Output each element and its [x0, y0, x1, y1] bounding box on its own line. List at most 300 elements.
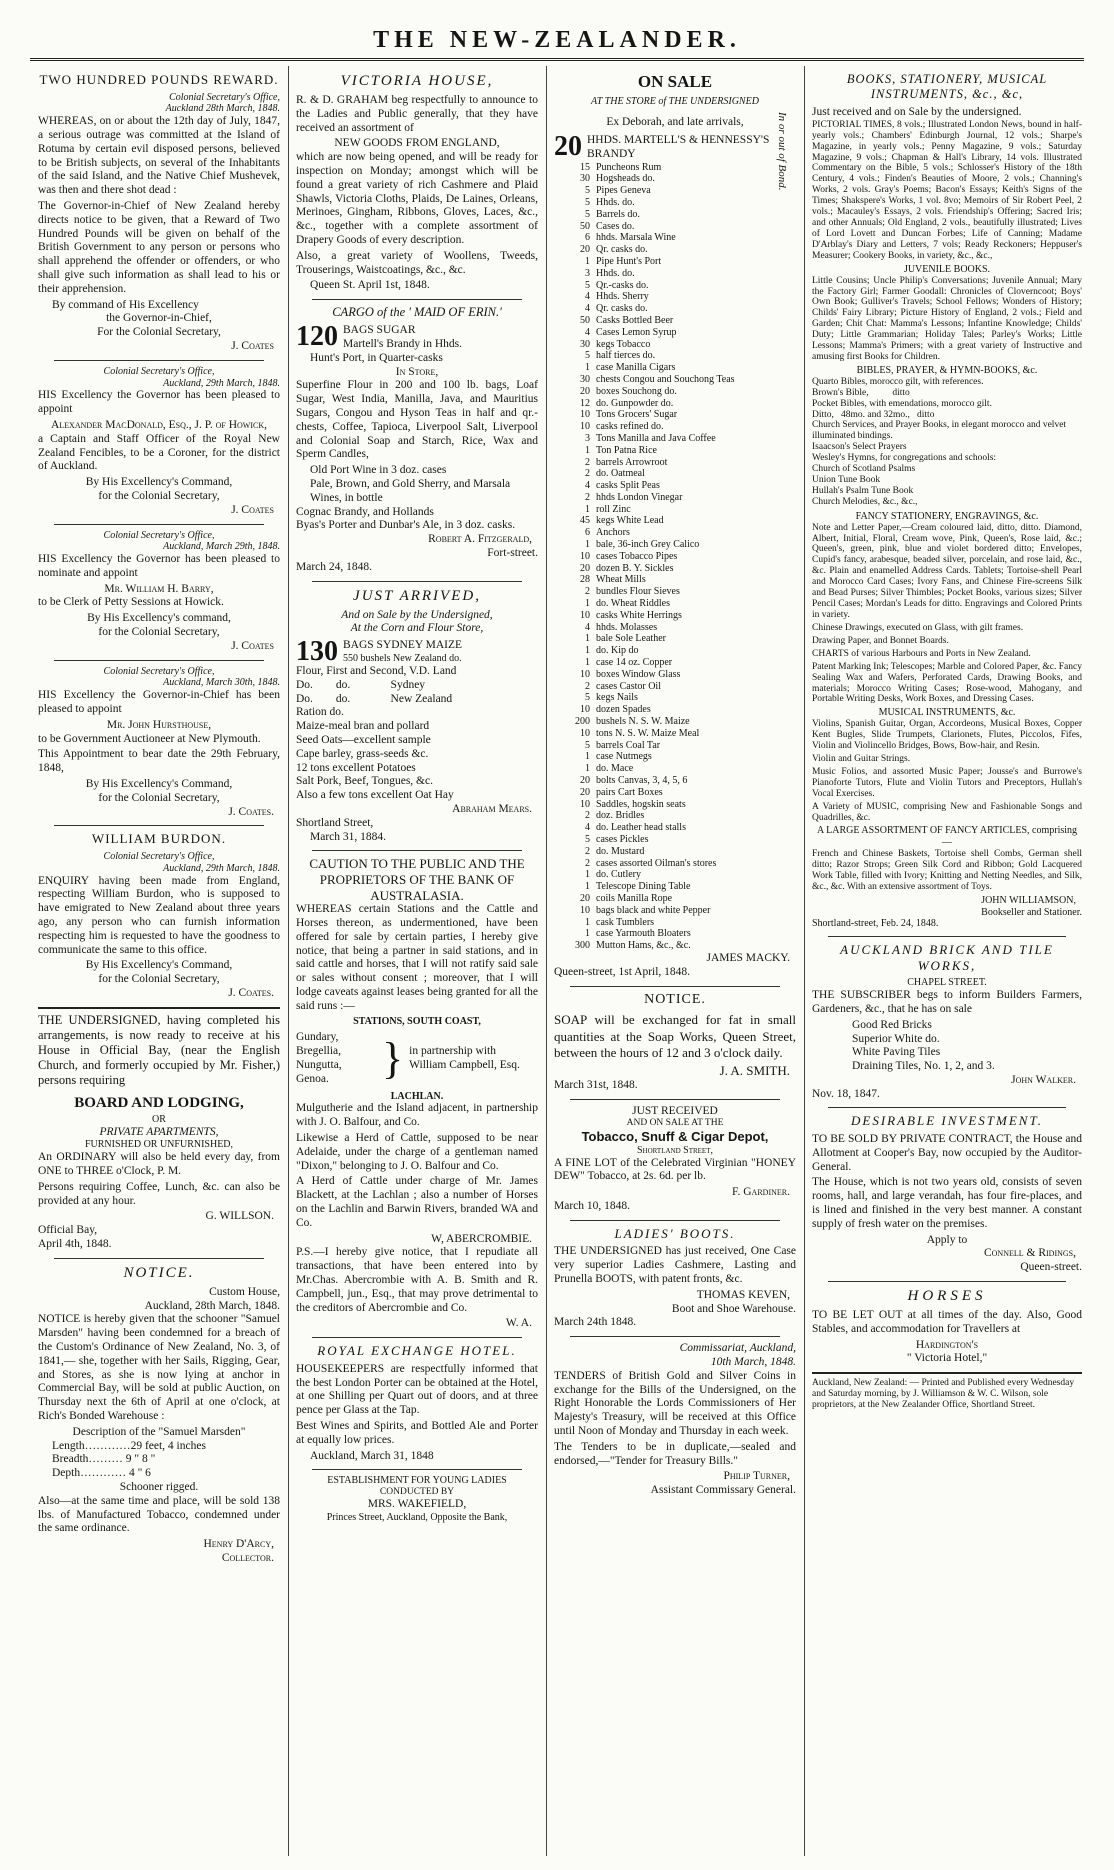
ad-line: Byas's Porter and Dunbar's Ale, in 3 doz. casks.: [296, 519, 516, 532]
date-line: Shortland-street, Feb. 24, 1848.: [812, 918, 939, 930]
ad-subheading: AND ON SALE AT THE: [626, 1118, 724, 1129]
sale-item: [554, 905, 796, 917]
ad-body: TO BE SOLD BY PRIVATE CONTRACT, the House and Allotment at Cooper's Bay, now occupied by the Auditor-General.: [812, 1133, 1082, 1173]
victoria-house-ad: [296, 72, 538, 293]
station-name: Gundary,: [296, 1031, 339, 1044]
sale-item: [554, 834, 796, 846]
sale-item: [554, 716, 796, 728]
sale-item-desc: Ton Patna Rice: [596, 444, 657, 456]
sale-item-qty: 1: [585, 598, 590, 610]
ad-body: Drawing Paper, and Bonnet Boards.: [812, 635, 949, 646]
ad-body: Also, a great variety of Woollens, Tweeds, Trouserings, Waistcoatings, &c., &c.: [296, 249, 538, 276]
ad-body: Violins, Spanish Guitar, Organ, Accordeons, Musical Boxes, Copper Kent Bugles, Slide Trumpets, Clarionets, Flutes, Piccolos, Fifes, Violin and Violincello Bridges, Bows, Bow-hair, and Resin.: [812, 719, 1082, 751]
ad-line: Apply to: [926, 1233, 968, 1246]
sale-item: [554, 917, 796, 929]
sale-item: [554, 209, 796, 221]
sale-item-qty: 10: [580, 798, 590, 810]
caution-notice: [296, 856, 538, 1331]
sale-item: [554, 291, 796, 303]
command-line: By His Excellency's command,: [87, 612, 231, 625]
list-item: Brown's Bible, ditto: [812, 387, 910, 398]
sale-item: [554, 515, 796, 527]
ad-body: THE SUBSCRIBER begs to inform Builders Farmers, Gardeners, &c., that he has on sale: [812, 989, 1082, 1015]
list-item: Superior White do.: [852, 1032, 940, 1045]
sale-item-desc: kegs Nails: [596, 692, 638, 704]
sale-item-desc: boxes Window Glass: [596, 668, 681, 680]
sale-item-desc: chests Congou and Souchong Teas: [596, 373, 735, 385]
sale-item: [554, 704, 796, 716]
date-line: Auckland, March 29th, 1848.: [163, 541, 280, 553]
horses-ad: [812, 1287, 1082, 1366]
sale-item-qty: 1: [585, 657, 590, 669]
sale-item: [554, 881, 796, 893]
sale-item-desc: case Nutmegs: [596, 751, 652, 763]
appointee: Mr. John Hursthouse,: [106, 718, 212, 731]
in-bond-note: In or out of Bond.: [776, 112, 788, 191]
maid-of-erin-ad: [296, 305, 538, 574]
place-line: Bookseller and Stationer.: [981, 906, 1082, 918]
office-line: Colonial Secretary's Office,: [103, 665, 215, 677]
station-names: [296, 1031, 376, 1086]
auctioneer-notice: [38, 666, 280, 820]
ad-body: SOAP will be exchanged for fat in small quantities at the Soap Works, Queen Street, between the hours of 12 and 3 o'clock daily.: [554, 1012, 796, 1060]
sale-item-desc: bundles Flour Sieves: [596, 586, 680, 598]
sale-item-desc: pairs Cart Boxes: [596, 786, 663, 798]
vessel-dimension: Depth………… 4 " 6: [52, 1467, 151, 1480]
sale-item: [554, 563, 796, 575]
list-item: Wesley's Hymns, for congregations and schools:: [812, 453, 997, 464]
sale-item-qty: 20: [580, 786, 590, 798]
ad-body: HIS Excellency the Governor has been pleased to appoint: [38, 389, 280, 416]
ad-body: An ORDINARY will also be held every day, from ONE to THREE o'Clock, P. M.: [38, 1151, 280, 1177]
burdon-notice: [38, 831, 280, 1000]
command-line: for the Colonial Secretary,: [98, 973, 220, 986]
sale-item-qty: 5: [585, 692, 590, 704]
sale-item-desc: casks White Herrings: [596, 609, 682, 621]
ad-title: TWO HUNDRED POUNDS REWARD.: [39, 72, 279, 87]
ad-line: BAGS SUGAR: [343, 324, 416, 337]
office-line: Custom House,: [209, 1285, 280, 1298]
sale-item: [554, 162, 796, 174]
ad-body: a Captain and Staff Officer of the Royal New Zealand Fencibles, to be a Coroner, for the district of Auckland.: [38, 432, 280, 473]
sale-item-desc: Qr. casks do.: [596, 303, 648, 315]
sale-item-qty: 30: [580, 173, 590, 185]
ad-line: Salt Pork, Beef, Tongues, &c.: [296, 775, 433, 788]
sale-item-desc: hhds London Vinegar: [596, 491, 683, 503]
column-divider: [288, 66, 289, 1856]
sale-item-desc: bale Sole Leather: [596, 633, 666, 645]
sale-item-qty: 30: [580, 373, 590, 385]
ad-body: The Tenders to be in duplicate,—sealed and endorsed,—"Tender for Treasury Bills.": [554, 1440, 796, 1467]
sale-item-qty: 2: [585, 857, 590, 869]
customs-notice: [38, 1264, 280, 1566]
sale-item-desc: Hogsheads do.: [596, 173, 655, 185]
date-line: Auckland, March 31, 1848: [310, 1449, 434, 1462]
signature: Henry D'Arcy,: [203, 1538, 274, 1551]
ad-body: NOTICE is hereby given that the schooner "Samuel Marsden" having been condemned for a breach of the Custom's Ordinance of New Zealand, No. 3, of 1841,— she, together with her Sails, Rigging, Gear, and Stores, as she is now lying at anchor in Commercial Bay, will be sold at public Auction, on Thursday next the 6th of April at one o'clock, at Rich's Bonded Warehouse :: [38, 1313, 280, 1422]
ad-subheading: And on Sale by the Undersigned,: [341, 608, 493, 621]
signature: JAMES MACKY.: [706, 951, 790, 964]
command-line: By His Excellency's Command,: [85, 778, 233, 791]
office-line: Colonial Secretary's Office,: [103, 851, 215, 863]
sale-item-qty: 1: [585, 539, 590, 551]
command-line: By His Excellency's Command,: [85, 476, 233, 489]
sale-item-qty: 1: [585, 763, 590, 775]
sale-item-desc: Saddles, hogskin seats: [596, 798, 686, 810]
place-line: Princes Street, Auckland, Opposite the Bank,: [326, 1511, 508, 1523]
sale-item: [554, 244, 796, 256]
sale-item-qty: 5: [585, 279, 590, 291]
ad-body: Likewise a Herd of Cattle, supposed to be near Adelaide, under the charge of a gentleman named "Dixon," belonging to J. O. Balfour and Co.: [296, 1131, 538, 1172]
ad-body: A Herd of Cattle under charge of Mr. James Blackett, at the Lachlan ; also a number of Horses on the Lachlin and Barwin Rivers, branded WA and Co.: [296, 1175, 538, 1229]
separator: [570, 986, 780, 987]
sale-item-qty: 200: [575, 716, 590, 728]
sale-item: [554, 775, 796, 787]
ad-title: DESIRABLE INVESTMENT.: [851, 1113, 1043, 1129]
sale-item: [554, 893, 796, 905]
sale-item: [554, 551, 796, 563]
station-name: Nungutta,: [296, 1059, 342, 1071]
ad-line: Ration do.: [296, 706, 344, 719]
sale-item: [554, 197, 796, 209]
sale-item-desc: dozen B. Y. Sickles: [596, 562, 674, 574]
date-line: Queen-street, 1st April, 1848.: [554, 965, 691, 978]
signature: G. WILLSON.: [205, 1210, 274, 1223]
separator: [54, 1258, 264, 1259]
ad-line: Seed Oats—excellent sample: [296, 734, 431, 747]
section-heading: MUSICAL INSTRUMENTS, &c.: [878, 707, 1016, 719]
sale-item-qty: 2: [585, 468, 590, 480]
tenders-notice: [554, 1342, 796, 1498]
sale-item-desc: do. Mustard: [596, 845, 645, 857]
column-4: [808, 66, 1086, 1856]
office-line: Colonial Secretary's Office,: [103, 365, 215, 377]
date-line: March 24th 1848.: [554, 1316, 637, 1329]
ad-line: Cape barley, grass-seeds &c.: [296, 747, 429, 760]
sale-item: [554, 468, 796, 480]
sale-item: [554, 327, 796, 339]
ad-title: ESTABLISHMENT FOR YOUNG LADIES: [327, 1475, 507, 1487]
sale-item-qty: 30: [580, 338, 590, 350]
sale-item-desc: Casks Bottled Beer: [596, 314, 674, 326]
place-line: Official Bay,: [38, 1224, 98, 1237]
station-name: Genoa.: [296, 1072, 329, 1085]
sale-item-desc: cases Castor Oil: [596, 680, 661, 692]
signature: JOHN WILLIAMSON,: [981, 894, 1076, 906]
ad-title: JUST ARRIVED,: [353, 587, 481, 604]
sale-item-desc: doz. Bridles: [596, 810, 645, 822]
sale-item-desc: half tierces do.: [596, 350, 656, 362]
date-line: Auckland 28th March, 1848.: [165, 103, 280, 115]
sale-item-qty: 10: [580, 609, 590, 621]
sale-item-desc: do. Cutlery: [596, 869, 641, 881]
sale-item: [554, 492, 796, 504]
ad-body: P.S.—I hereby give notice, that I repudiate all transactions, that have been entered into by Mr.Chas. Abercrombie with A. B. Smith and R. Campbell, jun., Esq., that may prove detrimental to the creditors of Abercrombie and Co.: [296, 1246, 538, 1314]
date-line: April 4th, 1848.: [38, 1237, 112, 1250]
sale-item-desc: do. Leather head stalls: [596, 822, 686, 834]
list-item: Church Services, and Prayer Books, in elegant morocco and velvet illuminated bindings.: [812, 420, 1067, 442]
ladies-boots-ad: [554, 1226, 796, 1330]
place-line: Assistant Commissary General.: [650, 1484, 796, 1497]
ad-title: LADIES' BOOTS.: [614, 1225, 736, 1241]
sale-item: [554, 633, 796, 645]
sale-item-desc: barrels Arrowroot: [596, 456, 668, 468]
sale-item: [554, 787, 796, 799]
date-line: Auckland, March 30th, 1848.: [163, 677, 280, 689]
signature: THOMAS KEVEN,: [696, 1288, 790, 1301]
separator: [312, 581, 522, 582]
sale-item-qty: 10: [580, 727, 590, 739]
signature: J. Coates.: [228, 987, 274, 999]
ad-body: THE UNDERSIGNED, having completed his arrangements, is now ready to receive at his House in Official Bay, (near the English Church, and formerly occupied by Mr. Fisher,) persons requiring: [38, 1012, 280, 1087]
sale-item: [554, 303, 796, 315]
ad-body: Mulgutherie and the Island adjacent, in partnership with J. O. Balfour, and Co.: [296, 1102, 538, 1129]
place-line: Shortland Street,: [296, 816, 374, 829]
on-sale-ad: [554, 72, 796, 980]
ad-body: Music Folios, and assorted Music Paper; Jousse's and Burrowe's Pianoforte Tutors, Flute and Violin Tutors and Preceptors, Hullah's Vocal Exercises.: [812, 766, 1082, 799]
ad-line: Hunt's Port, in Quarter-casks: [310, 351, 443, 364]
ad-title: AUCKLAND BRICK AND TILE WORKS,: [840, 942, 1054, 973]
list-item: White Paving Tiles: [852, 1046, 941, 1059]
sale-item-qty: 1: [585, 928, 590, 940]
sale-item-qty: 1: [585, 751, 590, 763]
ad-body: HIS Excellency the Governor has been pleased to nominate and appoint: [38, 553, 280, 579]
sale-item-desc: case Manilla Cigars: [596, 362, 676, 374]
ad-body: ENQUIRY having been made from England, respecting William Burdon, who is supposed to have emigrated to New Zealand about three years ago, any person who can furnish information respecting him is requested to have the goodness to communicate the same to this office.: [38, 874, 280, 956]
ad-body: to be Government Auctioneer at New Plymouth.: [38, 732, 261, 745]
sale-item: [554, 598, 796, 610]
sale-item: [554, 586, 796, 598]
sale-item-qty: 10: [580, 421, 590, 433]
sale-item: [554, 480, 796, 492]
sale-item-qty: 1: [585, 881, 590, 893]
sale-item: [554, 433, 796, 445]
sale-item-desc: do. Wheat Riddles: [596, 598, 670, 610]
sale-item-qty: 20: [580, 775, 590, 787]
signature: J. A. SMITH.: [719, 1063, 790, 1079]
quantity-number: 130: [296, 639, 338, 666]
date-line: March 31st, 1848.: [554, 1078, 638, 1091]
vessel-rig: Schooner rigged.: [119, 1480, 199, 1493]
sale-item-desc: Anchors: [596, 527, 630, 539]
sale-item-qty: 5: [585, 739, 590, 751]
sale-item-desc: barrels Coal Tar: [596, 739, 661, 751]
signature: J. Coates: [231, 503, 274, 516]
place-line: Boot and Shoe Warehouse.: [671, 1302, 796, 1315]
sale-item-qty: 5: [585, 834, 590, 845]
tobacco-ad: [554, 1105, 796, 1214]
signature: Connell & Ridings,: [983, 1247, 1076, 1260]
office-line: Colonial Secretary's Office,: [169, 91, 280, 103]
sale-item-qty: 4: [585, 303, 590, 315]
partnership-text: in partnership with William Campbell, Esq.: [409, 1045, 520, 1071]
sale-item-desc: Cases Lemon Syrup: [596, 326, 677, 338]
ad-body: WHEREAS, on or about the 12th day of July, 1847, a serious outrage was committed at the Island of Rotuma by certain evil disposed persons, believed to be British subjects, on several of the Inhabitants of the said Island, and the Native Chief Mushevek, was then and there shot dead :: [38, 115, 280, 197]
sale-item: [554, 728, 796, 740]
ad-subheading: At the Corn and Flour Store,: [350, 622, 484, 635]
sale-item: [554, 445, 796, 457]
ad-line: Cognac Brandy, and Hollands: [296, 505, 434, 518]
date-line: Auckland, 29th March, 1848.: [163, 377, 280, 389]
list-item: Good Red Bricks: [852, 1018, 932, 1031]
sale-item: [554, 374, 796, 386]
separator: [570, 1336, 780, 1337]
ad-body: HIS Excellency the Governor-in-Chief has been pleased to appoint: [38, 689, 280, 716]
sale-item-qty: 1: [585, 916, 590, 928]
sale-item-qty: 10: [580, 409, 590, 421]
ad-body: Chinese Drawings, executed on Glass, with gilt frames.: [812, 622, 1024, 633]
sale-item-desc: cask Tumblers: [596, 916, 655, 928]
ad-heading: Tobacco, Snuff & Cigar Depot,: [581, 1129, 769, 1145]
sale-item-qty: 20: [580, 562, 590, 574]
sale-item-qty: 2: [585, 845, 590, 857]
ad-subheading: STATIONS, SOUTH COAST,: [353, 1015, 481, 1027]
brace-glyph: }: [382, 1034, 404, 1083]
sale-item-qty: 20: [580, 892, 590, 904]
ad-line: Do. do. New Zealand: [296, 692, 453, 705]
sale-item-desc: Hhds. do.: [596, 267, 635, 279]
date-line: Nov. 18, 1847.: [812, 1087, 880, 1100]
sale-item-qty: 10: [580, 704, 590, 716]
sale-item-qty: 50: [580, 220, 590, 232]
sale-item: [554, 315, 796, 327]
ad-body: Best Wines and Spirits, and Bottled Ale and Porter at equally low prices.: [296, 1419, 538, 1446]
sale-item-desc: Puncheons Rum: [596, 161, 662, 173]
sale-item-qty: 1: [585, 633, 590, 645]
sale-item: [554, 232, 796, 244]
sale-item-qty: 1: [585, 503, 590, 515]
clerk-notice: [38, 530, 280, 654]
signature: W. A.: [505, 1317, 532, 1330]
vessel-description: Description of the "Samuel Marsden": [72, 1425, 246, 1438]
sale-item: [554, 539, 796, 551]
ad-title: VICTORIA HOUSE,: [340, 73, 494, 89]
sale-item: [554, 610, 796, 622]
sale-item-desc: Pipes Geneva: [596, 185, 651, 197]
list-item: Ditto, 48mo. and 32mo., ditto: [812, 409, 935, 420]
list-item: Isaacson's Select Prayers: [812, 442, 907, 453]
command-line: the Governor-in-Chief,: [106, 312, 212, 325]
list-item: Pocket Bibles, with emendations, morocco gilt.: [812, 398, 992, 409]
office-line: Colonial Secretary's Office,: [103, 529, 215, 541]
sale-item-qty: 5: [585, 196, 590, 208]
sale-item-qty: 45: [580, 515, 590, 527]
sale-item-desc: Telescope Dining Table: [596, 881, 691, 893]
ad-title: CAUTION TO THE PUBLIC AND THE PROPRIETORS OF THE BANK OF AUSTRALASIA.: [309, 856, 525, 903]
sale-item-qty: 1: [585, 869, 590, 881]
appointee: Alexander MacDonald, Esq., J. P. of Howick,: [50, 418, 268, 431]
ad-line: Do. do. Sydney: [296, 678, 426, 691]
place-line: Fort-street.: [487, 546, 538, 559]
separator: [54, 660, 264, 661]
vessel-dimension: Breadth……… 9 " 8 ": [52, 1453, 156, 1466]
sale-item-qty: 50: [580, 314, 590, 326]
sale-item: [554, 822, 796, 834]
ad-line: Martell's Brandy in Hhds.: [343, 337, 462, 350]
investment-ad: [812, 1113, 1082, 1275]
sale-item-desc: do. Oatmeal: [596, 468, 645, 480]
sale-item: [554, 940, 796, 952]
ad-subheading: In Store,: [395, 365, 439, 378]
ad-line: Flour, First and Second, V.D. Land: [296, 665, 457, 678]
ad-body: PICTORIAL TIMES, 8 vols.; Illustrated London News, bound in half-yearly vols.; Chambers' Edinburgh Journal, 12 vols.; Sharpe's Magazine, in yearly vols.; Penny Magazine, 9 vols.; Saturday Magazine, 9 vols.; Chapman & Hall's Library, 14 vols. Illustrated Commentary on the Bible, 5 vols.; Schlosser's History of the 18th Century, 4 vols.; Finden's Beauties of Moore, 2 vols.; Channing's Works, 2 vols. Gray's Poems; Bacon's Essays; Keith's Signs of the Times; Shakspere's Works, 1 vol. 8vo; Memoirs of Sir Robert Peel, 2 vols.; Macauley's Essays, 2 vols. Friendship's Offering; Sacred Iris; and other Annuals; Old England, 2 vols., beautifully illustrated; Lives of Lord Lovett and Duncan Forbes; Life of Canning; Madame D'Arblay's Diary and Letters, 7 vols; Ready Reckoners; Heppuser's Measurer; Cookery Books, in variety, &c., &c.,: [812, 119, 1082, 261]
separator: [570, 1220, 780, 1221]
sale-item: [554, 339, 796, 351]
ad-body: TENDERS of British Gold and Silver Coins in exchange for the Bills of the Undersigned, on the Right Honorable the Lords Commissioners of Her Majesty's Treasury, will be received at this Office until Noon of Monday and Thursday in each week.: [554, 1369, 796, 1437]
sale-item-qty: 20: [580, 385, 590, 397]
separator: [812, 1372, 1082, 1374]
sale-item: [554, 268, 796, 280]
ad-line: Old Port Wine in 3 doz. cases: [310, 464, 447, 477]
sale-item-qty: 3: [585, 267, 590, 279]
brick-works-ad: [812, 942, 1082, 1101]
sale-item-desc: hhds. Molasses: [596, 621, 658, 633]
ad-subheading: FURNISHED OR UNFURNISHED,: [84, 1139, 234, 1151]
just-arrived-ad: [296, 587, 538, 845]
signature: John Walker.: [1011, 1073, 1076, 1086]
sale-item: [554, 763, 796, 775]
separator: [38, 1007, 280, 1009]
ad-title: HORSES: [907, 1288, 987, 1305]
sale-item: [554, 669, 796, 681]
sale-item-qty: 1: [585, 255, 590, 267]
ad-body: Note and Letter Paper,—Cream coloured laid, ditto, ditto. Diamond, Albert, Initial, Floral, Cream wove, Pink, Queen's, Rose laid, &c.; Queen's, green, pink, blue and violet bordered ditto; Envelopes, Cupid's fancy, arabesque, beaded silver, porcelain, and rose laid, &c., &c. Plain and enamelled Address Cards. Tablets; Tortoise-shell Pearl and Morocco Card Cases; Ivory Fans, and Chinese Fire-screens Silk and Bead Purses; Silver Thimbles; Pocket Books, various sizes; Silver Pencil Cases; Mordan's Leads for ditto. Engravings and Colored Prints in variety.: [812, 522, 1082, 620]
sale-item: [554, 386, 796, 398]
sale-item-desc: do. Kip do: [596, 645, 639, 657]
coroner-notice: [38, 366, 280, 518]
command-line: By His Excellency's Command,: [85, 959, 233, 972]
command-line: for the Colonial Secretary,: [98, 489, 220, 502]
signature: W, ABERCROMBIE.: [431, 1232, 532, 1245]
column-3: [550, 66, 800, 1856]
ad-body: CHARTS of various Harbours and Ports in New Zealand.: [812, 648, 1031, 659]
sale-item: [554, 858, 796, 870]
sale-item: [554, 751, 796, 763]
sale-item-qty: 3: [585, 432, 590, 444]
sale-item: [554, 173, 796, 185]
sale-item: [554, 846, 796, 858]
ad-body: The House, which is not two years old, consists of seven rooms, hall, and large verandah, has four fire-places, and is lined and finished in the very best manner. A constant supply of fresh water on the premises.: [812, 1176, 1082, 1230]
sale-item-qty: 28: [580, 574, 590, 586]
ad-body: TO BE LET OUT at all times of the day. Also, Good Stables, and accommodation for Travellers at: [812, 1309, 1082, 1335]
sale-item: [554, 421, 796, 433]
section-heading: JUVENILE BOOKS.: [903, 263, 991, 275]
sale-item: [554, 409, 796, 421]
ad-subheading: LACHLAN.: [390, 1090, 444, 1102]
sale-item-qty: 10: [580, 668, 590, 680]
sale-item-qty: 5: [585, 185, 590, 197]
sale-item: [554, 645, 796, 657]
ad-subheading: Just received and on Sale by the undersigned.: [812, 106, 1022, 118]
sale-item-desc: bolts Canvas, 3, 4, 5, 6: [596, 775, 688, 787]
sale-item-qty: 4: [585, 480, 590, 492]
command-line: By command of His Excellency: [52, 298, 199, 311]
sale-item-qty: 5: [585, 350, 590, 362]
quantity-number: 120: [296, 324, 338, 352]
sale-item-qty: 1: [585, 444, 590, 456]
sale-item: [554, 256, 796, 268]
ad-line: Maize-meal bran and pollard: [296, 720, 430, 733]
quantity-number: 20: [554, 133, 582, 162]
sale-item-desc: Wheat Mills: [596, 574, 646, 586]
board-lodging-ad: [38, 1013, 280, 1252]
date-line: Auckland, 29th March, 1848.: [163, 862, 280, 874]
sale-item-desc: bale, 36-inch Grey Calico: [596, 539, 700, 551]
ad-line: BAGS SYDNEY MAIZE: [343, 639, 463, 652]
ad-title: CARGO of the ' MAID OF ERIN.': [332, 305, 502, 320]
ad-body: Violin and Guitar Strings.: [812, 753, 911, 764]
date-line: March 31, 1884.: [310, 830, 387, 843]
